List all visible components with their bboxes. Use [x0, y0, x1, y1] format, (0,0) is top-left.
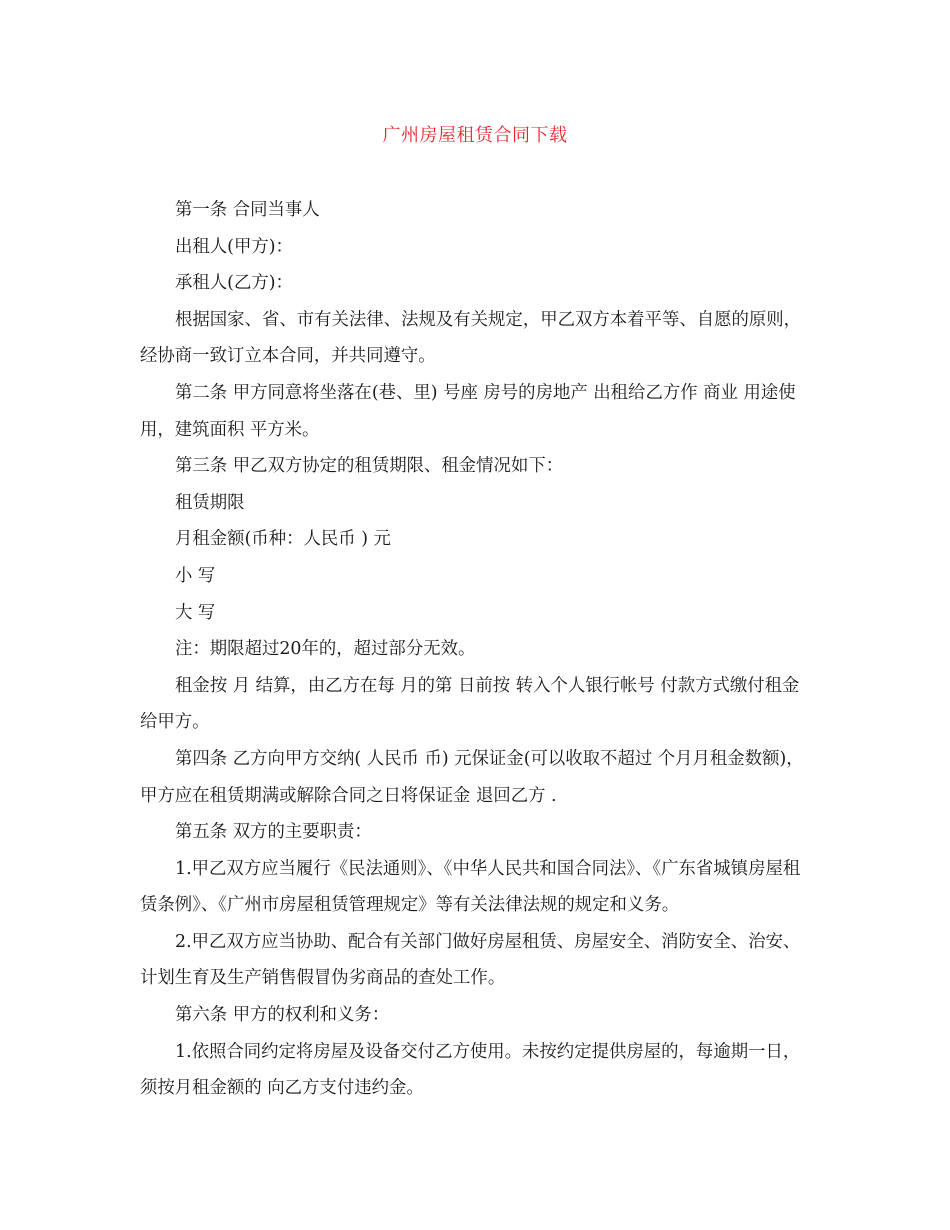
paragraph-monthly-rent: 月租金额(币种：人民币 ) 元 — [175, 529, 391, 550]
paragraph-article-5: 第五条 双方的主要职责： — [175, 822, 372, 843]
paragraph-article-4: 第四条 乙方向甲方交纳( 人民币 币) 元保证金(可以收取不超过 个月月租金数额)，甲方应在租赁期满或解除合同之日将保证金 退回乙方 . — [140, 748, 804, 806]
document-body — [140, 192, 810, 1107]
paragraph-article-5-item-1: 1.甲乙双方应当履行《民法通则》、《中华人民共和国合同法》、《广东省城镇房屋租赁条例》、《广州市房屋租赁管理规定》等有关法律法规的规定和义务。 — [140, 858, 801, 916]
paragraph-article-5-item-2: 2.甲乙双方应当协助、配合有关部门做好房屋租赁、房屋安全、消防安全、治安、计划生育及生产销售假冒伪劣商品的查处工作。 — [140, 931, 801, 989]
paragraph-preamble: 根据国家、省、市有关法律、法规及有关规定，甲乙双方本着平等、自愿的原则，经协商一致订立本合同，并共同遵守。 — [140, 309, 802, 367]
paragraph-lessee: 承租人(乙方)： — [175, 273, 293, 294]
paragraph-lowercase-amount: 小 写 — [175, 565, 216, 586]
paragraph-article-6-item-1: 1.依照合同约定将房屋及设备交付乙方使用。未按约定提供房屋的，每逾期一日，须按月租金额的 向乙方支付违约金。 — [140, 1041, 801, 1099]
document-title: 广州房屋租赁合同下载 — [382, 125, 568, 146]
paragraph-uppercase-amount: 大 写 — [175, 602, 216, 623]
paragraph-article-2: 第二条 甲方同意将坐落在(巷、里) 号座 房号的房地产 出租给乙方作 商业 用途使用，建筑面积 平方米。 — [140, 382, 796, 440]
paragraph-note: 注：期限超过20年的，超过部分无效。 — [175, 639, 476, 660]
paragraph-lease-term: 租赁期限 — [175, 492, 245, 513]
paragraph-article-6: 第六条 甲方的权利和义务： — [175, 1005, 390, 1026]
paragraph-lessor: 出租人(甲方)： — [175, 236, 293, 257]
paragraph-article-3: 第三条 甲乙双方协定的租赁期限、租金情况如下： — [175, 456, 564, 477]
paragraph-rent-payment: 租金按 月 结算，由乙方在每 月的第 日前按 转入个人银行帐号 付款方式缴付租金给甲方。 — [140, 675, 800, 733]
paragraph-article-1: 第一条 合同当事人 — [175, 200, 320, 220]
